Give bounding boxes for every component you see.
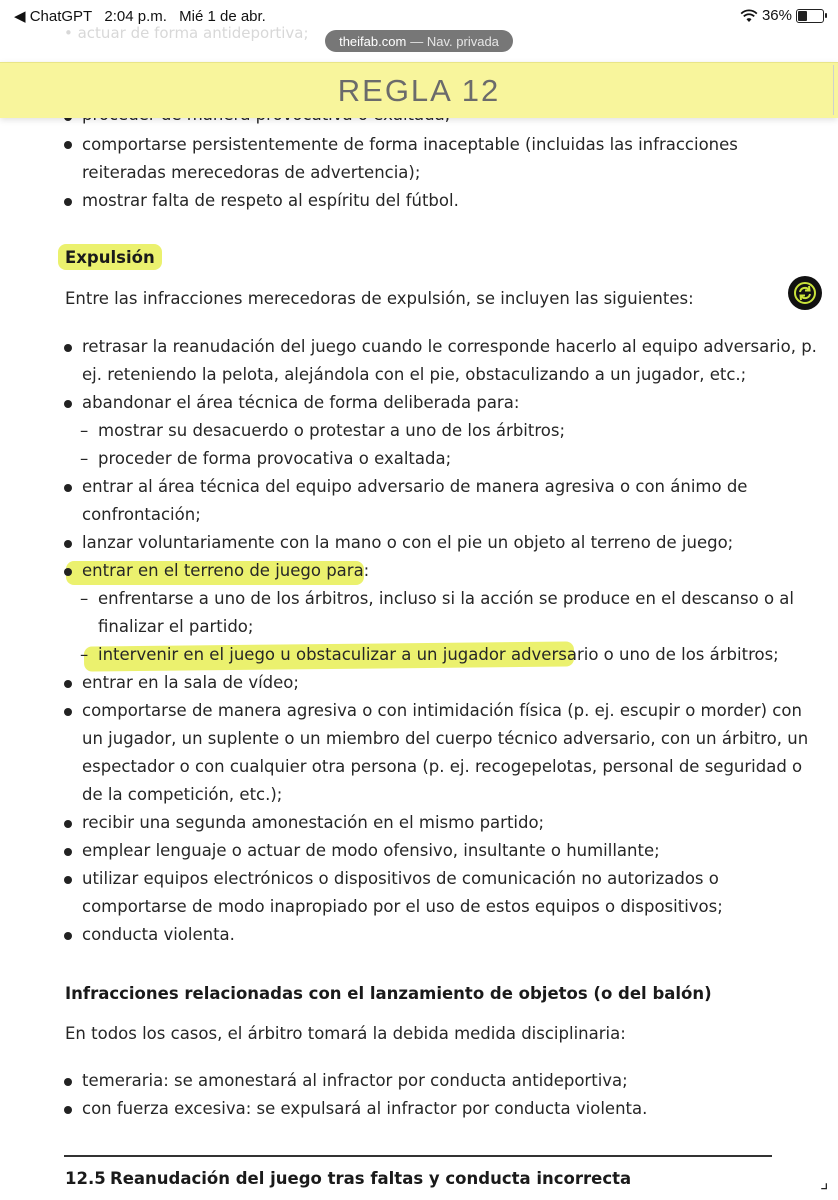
private-mode-label: — Nav. privada (410, 33, 499, 49)
dash-marker: – (80, 589, 89, 608)
address-bar-pill[interactable] (325, 30, 513, 52)
bullet-dot (64, 876, 72, 884)
list-item: entrar en la sala de vídeo; (82, 673, 299, 692)
list-item: entrar al área técnica del equipo adversario de manera agresiva o con ánimo de (82, 477, 748, 496)
battery-icon (796, 9, 824, 23)
address-domain: theifab.com (339, 33, 407, 49)
battery-percent: 36% (761, 7, 792, 24)
bullet-dot (64, 680, 72, 688)
bullet-dot (64, 1106, 72, 1114)
list-item-continuation: comportarse de modo inapropiado por el uso de estos equipos o dispositivos; (82, 897, 723, 916)
wifi-icon (740, 9, 758, 23)
list-item: utilizar equipos electrónicos o dispositivos de comunicación no autorizados o (82, 869, 719, 888)
bullet-dot (64, 848, 72, 856)
expulsion-heading: Expulsión (65, 248, 155, 267)
resize-handle-icon[interactable]: ⌟ (820, 1172, 829, 1193)
sub-list-item-continuation: finalizar el partido; (98, 617, 254, 636)
status-time: 2:04 p.m. (104, 8, 167, 25)
sub-list-item: proceder de forma provocativa o exaltada; (98, 449, 452, 468)
list-item-continuation: reiteradas merecedoras de advertencia); (82, 163, 421, 182)
scroll-edge (833, 65, 834, 115)
refresh-icon (794, 282, 816, 304)
bullet-dot (64, 141, 72, 149)
dash-marker: – (80, 449, 89, 468)
section-divider (64, 1155, 772, 1157)
sub-list-item: intervenir en el juego u obstaculizar a un jugador adversario o uno de los árbitros; (98, 645, 779, 664)
list-item-continuation: un jugador, un suplente o un miembro del cuerpo técnico adversario, con un árbitro, un (82, 729, 809, 748)
bullet-dot (64, 932, 72, 940)
bullet-dot (64, 198, 72, 206)
list-item: comportarse persistentemente de forma inaceptable (incluidas las infracciones (82, 135, 738, 154)
list-item-continuation: espectador o con cualquier otra persona (p. ej. recogepelotas, personal de seguridad o (82, 757, 803, 776)
list-item: comportarse de manera agresiva o con intimidación física (p. ej. escupir o morder) con (82, 701, 802, 720)
bullet-dot (64, 708, 72, 716)
bullet-dot (64, 568, 72, 576)
bullet-dot (64, 540, 72, 548)
chapter-title: REGLA 12 (337, 73, 501, 108)
sync-button[interactable] (788, 276, 822, 310)
battery-fill (798, 11, 807, 21)
status-date: Mié 1 de abr. (179, 8, 266, 25)
expulsion-intro: Entre las infracciones merecedoras de expulsión, se incluyen las siguientes: (65, 289, 694, 308)
chapter-banner (0, 62, 838, 118)
sub-list-item: mostrar su desacuerdo o protestar a uno de los árbitros; (98, 421, 566, 440)
sub-list-item: enfrentarse a uno de los árbitros, incluso si la acción se produce en el descanso o al (98, 589, 794, 608)
list-item-continuation: confrontación; (82, 505, 201, 524)
scrolled-text-remnant: • actuar de forma antideportiva; (64, 24, 309, 42)
list-item: temeraria: se amonestará al infractor por conducta antideportiva; (82, 1071, 628, 1090)
list-item-continuation: ej. reteniendo la pelota, alejándola con el pie, obstaculizando a un jugador, etc.; (82, 365, 747, 384)
list-item: retrasar la reanudación del juego cuando le corresponde hacerlo al equipo adversario, p. (82, 337, 817, 356)
bullet-dot (64, 484, 72, 492)
objects-intro: En todos los casos, el árbitro tomará la debida medida disciplinaria: (65, 1024, 626, 1043)
list-item: abandonar el área técnica de forma deliberada para: (82, 393, 520, 412)
section-title: Reanudación del juego tras faltas y conducta incorrecta (110, 1169, 632, 1188)
list-item: mostrar falta de respeto al espíritu del fútbol. (82, 191, 459, 210)
back-to-app-link[interactable]: ◀ ChatGPT (14, 8, 93, 25)
bullet-dot (64, 400, 72, 408)
list-item-continuation: de la competición, etc.); (82, 785, 283, 804)
list-item: entrar en el terreno de juego para: (82, 561, 370, 580)
list-item: con fuerza excesiva: se expulsará al infractor por conducta violenta. (82, 1099, 648, 1118)
dash-marker: – (80, 421, 89, 440)
bullet-dot (64, 1078, 72, 1086)
bullet-dot (64, 820, 72, 828)
section-number: 12.5 (65, 1169, 106, 1188)
list-item: conducta violenta. (82, 925, 235, 944)
objects-heading: Infracciones relacionadas con el lanzamiento de objetos (o del balón) (65, 984, 712, 1003)
dash-marker: – (80, 645, 89, 664)
list-item: lanzar voluntariamente con la mano o con el pie un objeto al terreno de juego; (82, 533, 734, 552)
list-item: emplear lenguaje o actuar de modo ofensivo, insultante o humillante; (82, 841, 660, 860)
bullet-dot (64, 344, 72, 352)
list-item: recibir una segunda amonestación en el mismo partido; (82, 813, 545, 832)
